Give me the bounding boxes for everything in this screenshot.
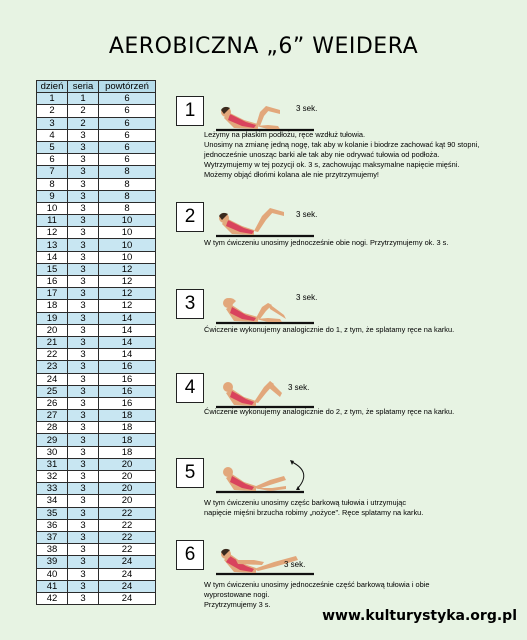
series-cell: 3 xyxy=(68,215,99,227)
day-cell: 41 xyxy=(37,580,68,592)
exercise-number: 1 xyxy=(176,96,204,126)
reps-cell: 24 xyxy=(99,580,156,592)
reps-cell: 10 xyxy=(99,239,156,251)
reps-cell: 22 xyxy=(99,531,156,543)
series-cell: 3 xyxy=(68,556,99,568)
reps-cell: 6 xyxy=(99,117,156,129)
hold-time-label: 3 sek. xyxy=(296,104,318,113)
day-cell: 34 xyxy=(37,495,68,507)
table-row xyxy=(37,507,156,519)
exercise-figure-icon xyxy=(214,540,318,576)
reps-cell: 18 xyxy=(99,410,156,422)
day-cell: 38 xyxy=(37,544,68,556)
reps-cell: 22 xyxy=(99,544,156,556)
day-cell: 39 xyxy=(37,556,68,568)
series-cell: 3 xyxy=(68,531,99,543)
table-row xyxy=(37,178,156,190)
hold-time-label: 3 sek. xyxy=(288,383,310,392)
day-cell: 6 xyxy=(37,154,68,166)
series-cell: 3 xyxy=(68,141,99,153)
training-plan-table xyxy=(36,80,156,605)
table-row xyxy=(37,422,156,434)
table-row xyxy=(37,568,156,580)
reps-cell: 12 xyxy=(99,263,156,275)
exercise-description: W tym ćwiczeniu unosimy częśc barkową tułowia i utrzymując napięcie mięśni brzucha robimy „nożyce”. Ręce splatamy na karku. xyxy=(204,498,424,517)
day-cell: 31 xyxy=(37,458,68,470)
series-cell: 3 xyxy=(68,483,99,495)
table-row xyxy=(37,410,156,422)
series-cell: 3 xyxy=(68,507,99,519)
series-cell: 3 xyxy=(68,300,99,312)
series-cell: 3 xyxy=(68,129,99,141)
table-row xyxy=(37,276,156,288)
reps-cell: 14 xyxy=(99,324,156,336)
table-row xyxy=(37,300,156,312)
reps-cell: 22 xyxy=(99,507,156,519)
day-cell: 37 xyxy=(37,531,68,543)
day-cell: 30 xyxy=(37,446,68,458)
exercise-2 xyxy=(176,202,516,252)
day-cell: 20 xyxy=(37,324,68,336)
reps-cell: 6 xyxy=(99,93,156,105)
series-cell: 3 xyxy=(68,276,99,288)
day-cell: 24 xyxy=(37,373,68,385)
reps-cell: 10 xyxy=(99,227,156,239)
reps-cell: 20 xyxy=(99,495,156,507)
table-row xyxy=(37,312,156,324)
series-cell: 3 xyxy=(68,434,99,446)
exercise-figure-icon xyxy=(214,96,318,132)
day-cell: 11 xyxy=(37,215,68,227)
table-row xyxy=(37,141,156,153)
table-row xyxy=(37,434,156,446)
exercise-description: W tym ćwiczeniu unosimy jednocześnie obie nogi. Przytrzymujemy ok. 3 s. xyxy=(204,238,449,247)
day-cell: 22 xyxy=(37,349,68,361)
reps-cell: 8 xyxy=(99,178,156,190)
series-cell: 3 xyxy=(68,178,99,190)
series-cell: 3 xyxy=(68,568,99,580)
day-cell: 2 xyxy=(37,105,68,117)
day-cell: 17 xyxy=(37,288,68,300)
table-row xyxy=(37,385,156,397)
table-row xyxy=(37,251,156,263)
exercise-number: 6 xyxy=(176,540,204,570)
reps-cell: 20 xyxy=(99,471,156,483)
table-row xyxy=(37,336,156,348)
day-cell: 18 xyxy=(37,300,68,312)
table-header-row xyxy=(37,81,156,93)
day-cell: 42 xyxy=(37,592,68,604)
reps-cell: 6 xyxy=(99,105,156,117)
table-row xyxy=(37,215,156,227)
series-cell: 3 xyxy=(68,592,99,604)
day-cell: 10 xyxy=(37,202,68,214)
exercise-number: 4 xyxy=(176,373,204,403)
table-row xyxy=(37,154,156,166)
series-cell: 3 xyxy=(68,166,99,178)
day-cell: 3 xyxy=(37,117,68,129)
reps-cell: 14 xyxy=(99,336,156,348)
reps-cell: 12 xyxy=(99,288,156,300)
hold-time-label: 3 sek. xyxy=(296,293,318,302)
series-cell: 3 xyxy=(68,519,99,531)
table-row xyxy=(37,397,156,409)
table-row xyxy=(37,592,156,604)
day-cell: 25 xyxy=(37,385,68,397)
reps-cell: 8 xyxy=(99,202,156,214)
exercise-description: Ćwiczenie wykonujemy analogicznie do 2, z tym, że splatamy ręce na karku. xyxy=(204,407,455,416)
day-cell: 16 xyxy=(37,276,68,288)
series-cell: 3 xyxy=(68,312,99,324)
reps-cell: 20 xyxy=(99,483,156,495)
table-row xyxy=(37,361,156,373)
day-cell: 40 xyxy=(37,568,68,580)
day-cell: 27 xyxy=(37,410,68,422)
series-cell: 3 xyxy=(68,349,99,361)
series-cell: 3 xyxy=(68,471,99,483)
reps-cell: 18 xyxy=(99,446,156,458)
day-cell: 13 xyxy=(37,239,68,251)
exercise-3 xyxy=(176,289,516,339)
series-cell: 3 xyxy=(68,458,99,470)
reps-cell: 18 xyxy=(99,434,156,446)
series-cell: 3 xyxy=(68,422,99,434)
day-cell: 7 xyxy=(37,166,68,178)
reps-cell: 14 xyxy=(99,349,156,361)
day-cell: 9 xyxy=(37,190,68,202)
exercise-number: 5 xyxy=(176,458,204,488)
series-cell: 3 xyxy=(68,154,99,166)
table-row xyxy=(37,446,156,458)
day-cell: 21 xyxy=(37,336,68,348)
reps-cell: 16 xyxy=(99,385,156,397)
series-cell: 3 xyxy=(68,190,99,202)
reps-cell: 8 xyxy=(99,190,156,202)
series-cell: 3 xyxy=(68,202,99,214)
day-cell: 32 xyxy=(37,471,68,483)
table-row xyxy=(37,458,156,470)
exercise-number: 2 xyxy=(176,202,204,232)
series-cell: 3 xyxy=(68,580,99,592)
day-cell: 1 xyxy=(37,93,68,105)
series-cell: 2 xyxy=(68,117,99,129)
exercise-figure-icon xyxy=(214,458,318,494)
hold-time-label: 3 sek. xyxy=(284,560,306,569)
day-cell: 26 xyxy=(37,397,68,409)
series-cell: 3 xyxy=(68,324,99,336)
exercise-description: Ćwiczenie wykonujemy analogicznie do 1, z tym, że splatamy ręce na karku. xyxy=(204,325,455,334)
exercise-description: W tym ćwiczeniu unosimy jednocześnie część barkową tułowia i obie wyprostowane nogi. Przytrzymujemy 3 s. xyxy=(204,580,430,609)
table-row xyxy=(37,349,156,361)
reps-cell: 12 xyxy=(99,300,156,312)
table-row xyxy=(37,483,156,495)
exercise-figure-icon xyxy=(214,202,318,238)
reps-cell: 18 xyxy=(99,422,156,434)
exercise-1 xyxy=(176,96,516,192)
table-row xyxy=(37,202,156,214)
website-url: www.kulturystyka.org.pl xyxy=(322,608,517,624)
table-row xyxy=(37,531,156,543)
exercise-5 xyxy=(176,458,516,528)
series-cell: 3 xyxy=(68,410,99,422)
table-row xyxy=(37,263,156,275)
day-cell: 8 xyxy=(37,178,68,190)
day-cell: 35 xyxy=(37,507,68,519)
reps-cell: 14 xyxy=(99,312,156,324)
table-row xyxy=(37,190,156,202)
table-row xyxy=(37,166,156,178)
table-row xyxy=(37,93,156,105)
series-cell: 3 xyxy=(68,251,99,263)
day-cell: 33 xyxy=(37,483,68,495)
reps-cell: 6 xyxy=(99,154,156,166)
table-row xyxy=(37,495,156,507)
table-row xyxy=(37,117,156,129)
exercise-number: 3 xyxy=(176,289,204,319)
table-row xyxy=(37,544,156,556)
day-cell: 29 xyxy=(37,434,68,446)
day-cell: 5 xyxy=(37,141,68,153)
header-day: dzień xyxy=(37,81,68,93)
exercise-4 xyxy=(176,373,516,423)
table-row xyxy=(37,324,156,336)
series-cell: 3 xyxy=(68,397,99,409)
reps-cell: 24 xyxy=(99,568,156,580)
day-cell: 4 xyxy=(37,129,68,141)
table-row xyxy=(37,471,156,483)
reps-cell: 16 xyxy=(99,397,156,409)
page-title: AEROBICZNA „6” WEIDERA xyxy=(108,34,419,59)
series-cell: 3 xyxy=(68,373,99,385)
reps-cell: 10 xyxy=(99,215,156,227)
reps-cell: 10 xyxy=(99,251,156,263)
reps-cell: 22 xyxy=(99,519,156,531)
table-row xyxy=(37,227,156,239)
day-cell: 36 xyxy=(37,519,68,531)
reps-cell: 24 xyxy=(99,592,156,604)
header-reps: powtórzeń xyxy=(99,81,156,93)
table-row xyxy=(37,239,156,251)
table-row xyxy=(37,580,156,592)
day-cell: 14 xyxy=(37,251,68,263)
series-cell: 3 xyxy=(68,361,99,373)
reps-cell: 12 xyxy=(99,276,156,288)
series-cell: 3 xyxy=(68,385,99,397)
table-row xyxy=(37,373,156,385)
day-cell: 23 xyxy=(37,361,68,373)
exercise-6 xyxy=(176,540,516,612)
series-cell: 3 xyxy=(68,239,99,251)
day-cell: 12 xyxy=(37,227,68,239)
reps-cell: 24 xyxy=(99,556,156,568)
day-cell: 15 xyxy=(37,263,68,275)
series-cell: 3 xyxy=(68,446,99,458)
table-row xyxy=(37,519,156,531)
series-cell: 3 xyxy=(68,495,99,507)
series-cell: 3 xyxy=(68,544,99,556)
reps-cell: 6 xyxy=(99,129,156,141)
table-row xyxy=(37,288,156,300)
hold-time-label: 3 sek. xyxy=(296,210,318,219)
reps-cell: 16 xyxy=(99,361,156,373)
table-row xyxy=(37,556,156,568)
reps-cell: 6 xyxy=(99,141,156,153)
header-series: seria xyxy=(68,81,99,93)
reps-cell: 16 xyxy=(99,373,156,385)
table-row xyxy=(37,129,156,141)
series-cell: 3 xyxy=(68,227,99,239)
day-cell: 19 xyxy=(37,312,68,324)
reps-cell: 8 xyxy=(99,166,156,178)
series-cell: 2 xyxy=(68,105,99,117)
exercise-description: Leżymy na płaskim podłożu, ręce wzdłuż tułowia. Unosimy na zmianę jedną nogę, tak aby w kolanie i biodrze zachować kąt 90 stopni, jednocześnie unosząc barki ale tak aby nie odrywać tułowia od podłoża. Wytrzymujemy w tej pozycji ok. 3 s, zachowując maksymalne napięcie mięśni. Możemy objąć dłońmi kolana ale nie przytrzymujemy! xyxy=(204,130,480,179)
series-cell: 3 xyxy=(68,288,99,300)
series-cell: 3 xyxy=(68,336,99,348)
table-row xyxy=(37,105,156,117)
series-cell: 1 xyxy=(68,93,99,105)
day-cell: 28 xyxy=(37,422,68,434)
series-cell: 3 xyxy=(68,263,99,275)
reps-cell: 20 xyxy=(99,458,156,470)
